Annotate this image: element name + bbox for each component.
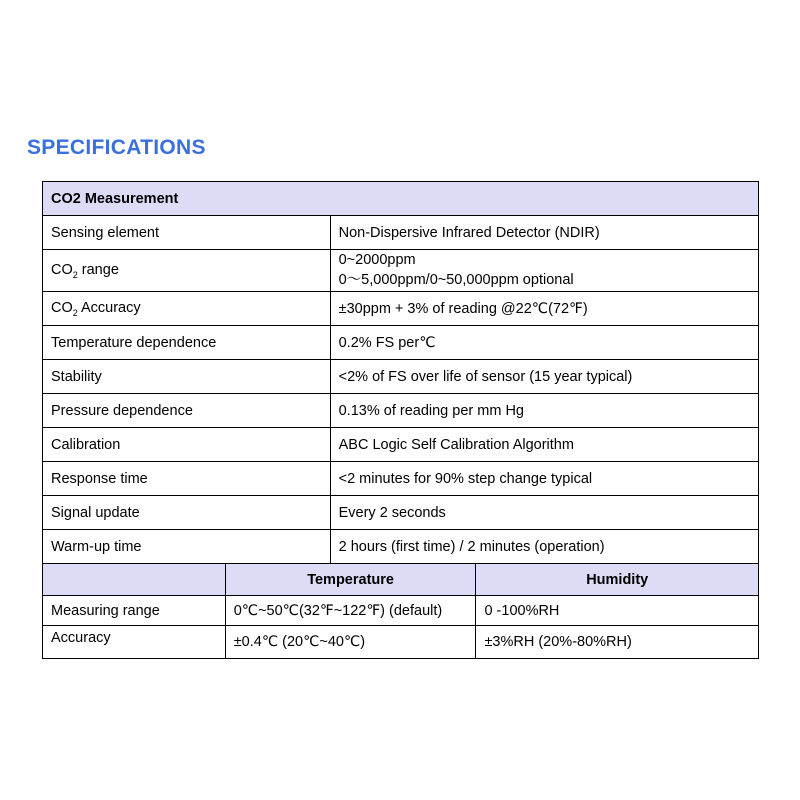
humidity-value: ±3%RH (20%-80%RH) bbox=[476, 626, 759, 659]
spec-value-line: 0~2000ppm bbox=[338, 252, 416, 268]
spec-value: Every 2 seconds bbox=[330, 496, 758, 530]
spec-value: 0.2% FS per℃ bbox=[330, 326, 758, 360]
spec-value: 0.13% of reading per mm Hg bbox=[330, 394, 758, 428]
env-label: Measuring range bbox=[43, 596, 226, 626]
table-row bbox=[43, 292, 759, 326]
label-prefix: CO bbox=[51, 261, 73, 278]
spec-value: Non-Dispersive Infrared Detector (NDIR) bbox=[330, 216, 758, 250]
spec-value: ABC Logic Self Calibration Algorithm bbox=[330, 428, 758, 462]
table-row bbox=[43, 496, 759, 530]
spec-label: Stability bbox=[43, 360, 331, 394]
spec-value: <2% of FS over life of sensor (15 year typical) bbox=[330, 360, 758, 394]
page-title: SPECIFICATIONS bbox=[27, 136, 206, 159]
spec-label: Sensing element bbox=[43, 216, 331, 250]
spec-value: <2 minutes for 90% step change typical bbox=[330, 462, 758, 496]
env-header-blank bbox=[43, 564, 226, 596]
temperature-value: 0℃~50℃(32℉~122℉) (default) bbox=[225, 596, 476, 626]
spec-label: Signal update bbox=[43, 496, 331, 530]
humidity-column-header: Humidity bbox=[476, 564, 759, 596]
table-row bbox=[43, 462, 759, 496]
label-prefix: CO bbox=[51, 299, 73, 316]
label-subscript: 2 bbox=[72, 269, 78, 280]
env-header-row bbox=[43, 564, 759, 596]
temperature-value: ±0.4℃ (20℃~40℃) bbox=[225, 626, 476, 659]
spec-label: Warm-up time bbox=[43, 530, 331, 564]
table-row bbox=[43, 326, 759, 360]
spec-label: Pressure dependence bbox=[43, 394, 331, 428]
table-row bbox=[43, 596, 759, 626]
spec-label: Temperature dependence bbox=[43, 326, 331, 360]
co2-section-header: CO2 Measurement bbox=[43, 182, 759, 216]
temperature-column-header: Temperature bbox=[225, 564, 476, 596]
spec-label: Calibration bbox=[43, 428, 331, 462]
spec-value: 2 hours (first time) / 2 minutes (operation) bbox=[330, 530, 758, 564]
label-suffix: range bbox=[77, 261, 119, 278]
co2-header-row bbox=[43, 182, 759, 216]
env-label: Accuracy bbox=[43, 626, 226, 659]
label-subscript: 2 bbox=[72, 307, 78, 318]
spec-value bbox=[330, 250, 758, 292]
table-row bbox=[43, 216, 759, 250]
table-row bbox=[43, 530, 759, 564]
spec-label: Response time bbox=[43, 462, 331, 496]
humidity-value: 0 -100%RH bbox=[476, 596, 759, 626]
spec-value-line: 0～5,000ppm/0~50,000ppm optional bbox=[338, 272, 574, 288]
table-row bbox=[43, 250, 759, 292]
spec-label bbox=[43, 292, 331, 326]
table-row bbox=[43, 428, 759, 462]
table-row bbox=[43, 360, 759, 394]
table-row bbox=[43, 394, 759, 428]
spec-value: ±30ppm + 3% of reading @22℃(72℉) bbox=[330, 292, 758, 326]
spec-label bbox=[43, 250, 331, 292]
label-suffix: Accuracy bbox=[77, 299, 141, 316]
table-row bbox=[43, 626, 759, 659]
specifications-table bbox=[42, 181, 759, 659]
